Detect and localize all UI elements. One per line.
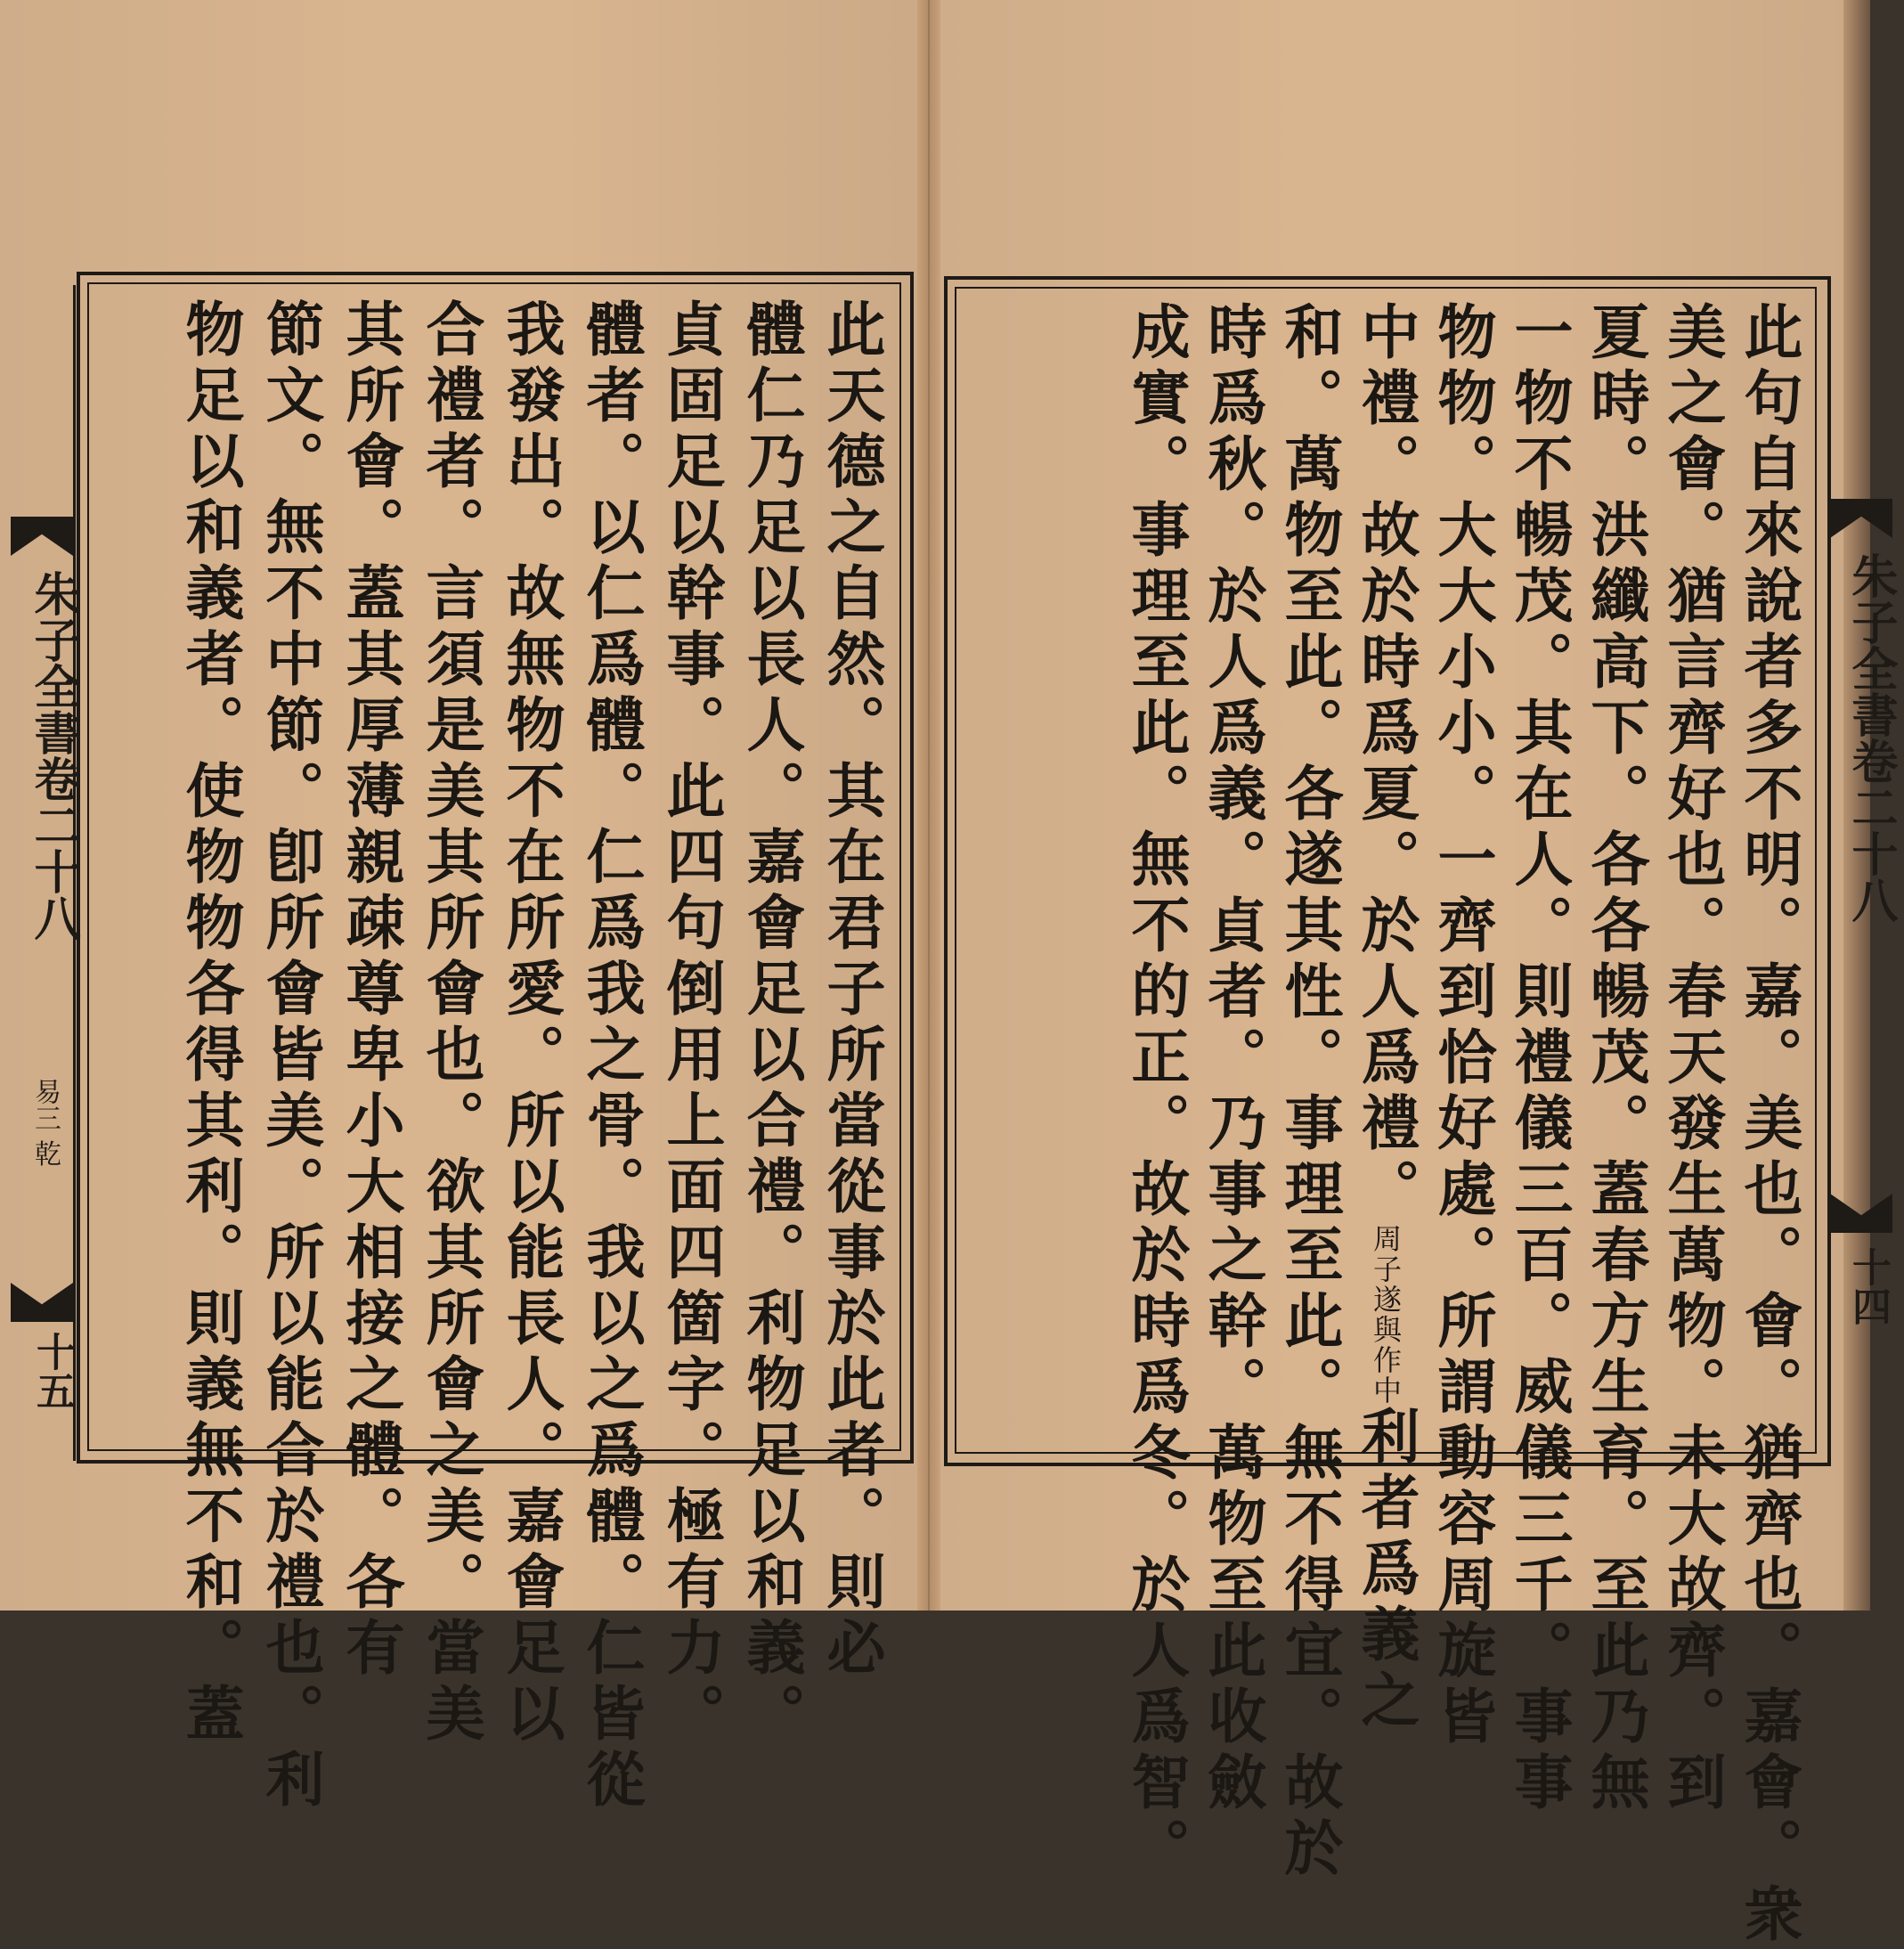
right-page-text xyxy=(962,301,1813,1949)
text-column: 物物。大大小小。一齊到恰好處。所謂動容周旋皆 xyxy=(1428,301,1497,1751)
banxin-title: 朱子全書卷二十八 xyxy=(26,570,80,941)
text-column: 夏時。洪纖高下。各各暢茂。蓋春方生育。至此乃無 xyxy=(1581,301,1650,1817)
text-column: 合禮者。言須是美其所會也。欲其所會之美。當美 xyxy=(416,298,485,1749)
upper-fishtail-mark xyxy=(11,517,73,556)
text-run: 中禮。故於時爲夏。於人爲禮。 xyxy=(1351,301,1420,1224)
book-gutter xyxy=(917,0,940,1611)
right-banxin xyxy=(1827,285,1898,1461)
left-page-text xyxy=(93,298,896,1814)
upper-fishtail-mark xyxy=(1830,499,1892,538)
text-run: 利者爲義之 xyxy=(1351,1406,1420,1735)
banxin-title: 朱子全書卷二十八 xyxy=(1843,552,1898,923)
text-column: 貞固足以幹事。此四句倒用上面四箇字。極有力。 xyxy=(656,298,726,1749)
text-column: 一物不暢茂。其在人。則禮儀三百。威儀三千。事事 xyxy=(1504,301,1574,1817)
folio-number: 十五 xyxy=(29,1332,75,1410)
text-column: 成實。事理至此。無不的正。故於時爲冬。於人爲智。 xyxy=(1121,301,1191,1883)
folio-number: 十四 xyxy=(1845,1247,1891,1325)
left-banxin xyxy=(11,285,80,1461)
lower-fishtail-mark xyxy=(11,1283,73,1322)
text-column: 節文。無不中節。卽所會皆美。所以能合於禮也。利 xyxy=(256,298,325,1814)
section-label: 易三 乾 xyxy=(29,1078,61,1167)
text-column: 此句自來說者多不明。嘉。美也。會。猶齊也。嘉會。衆 xyxy=(1734,301,1803,1949)
text-column: 時爲秋。於人爲義。貞者。乃事之幹。萬物至此收斂 xyxy=(1198,301,1267,1817)
lower-fishtail-mark xyxy=(1830,1194,1892,1233)
text-column: 和。萬物至此。各遂其性。事理至此。無不得宜。故於 xyxy=(1274,301,1344,1883)
text-column: 體者。以仁爲體。仁爲我之骨。我以之爲體。仁皆從 xyxy=(576,298,646,1814)
text-column: 美之會。猶言齊好也。春天發生萬物。未大故齊。到 xyxy=(1657,301,1727,1817)
text-column: 體仁乃足以長人。嘉會足以合禮。利物足以和義。 xyxy=(736,298,806,1749)
text-column: 此天德之自然。其在君子所當從事於此者。則必 xyxy=(817,298,886,1683)
text-column: 我發出。故無物不在所愛。所以能長人。嘉會足以 xyxy=(496,298,566,1749)
text-column: 物足以和義者。使物物各得其利。則義無不和。蓋 xyxy=(175,298,245,1749)
interlinear-note: 周子遂與作中 xyxy=(1369,1224,1403,1406)
text-column: 其所會。蓋其厚薄親疎尊卑小大相接之體。各有 xyxy=(336,298,405,1683)
